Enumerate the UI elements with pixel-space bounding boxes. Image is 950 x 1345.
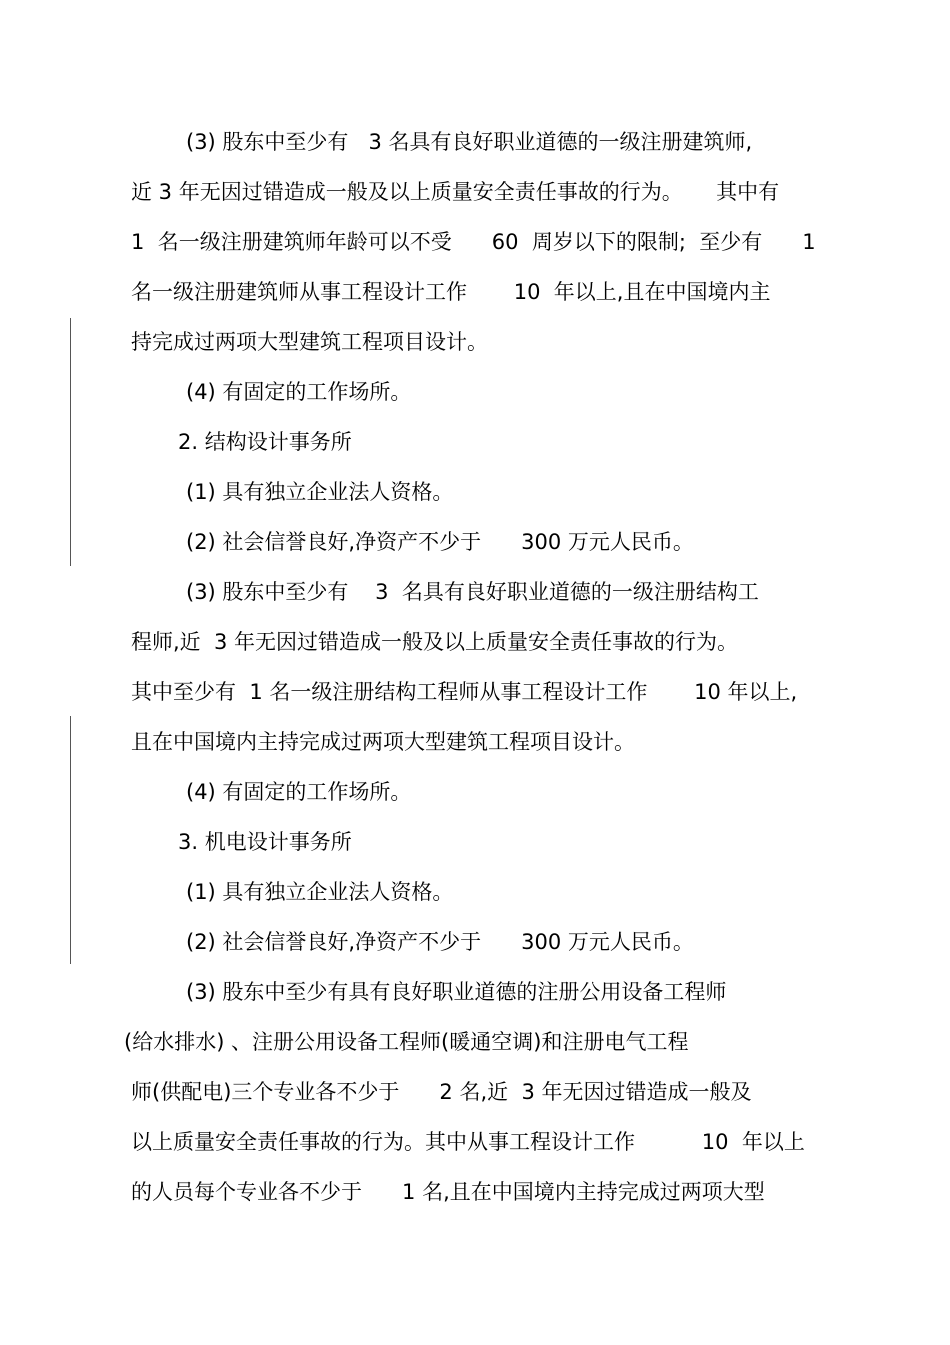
text-line: 且在中国境内主持完成过两项大型建筑工程项目设计。 [131, 730, 635, 754]
text-line: 师(供配电)三个专业各不少于 2 名,近 3 年无因过错造成一般及 [131, 1080, 752, 1104]
text-line: 程师,近 3 年无因过错造成一般及以上质量安全责任事故的行为。 [131, 630, 739, 654]
text-line: (3) 股东中至少有 3 名具有良好职业道德的一级注册结构工 [186, 580, 759, 604]
text-line: (2) 社会信誉良好,净资产不少于 300 万元人民币。 [186, 930, 694, 954]
text-line: 2. 结构设计事务所 [178, 430, 352, 454]
change-bar [70, 318, 71, 566]
text-line: 1 名一级注册建筑师年龄可以不受 60 周岁以下的限制; 至少有 1 [131, 230, 816, 254]
text-line: 以上质量安全责任事故的行为。其中从事工程设计工作 10 年以上 [131, 1130, 805, 1154]
text-line: 近 3 年无因过错造成一般及以上质量安全责任事故的行为。 其中有 [131, 180, 780, 204]
text-line: (1) 具有独立企业法人资格。 [186, 480, 454, 504]
text-line: (2) 社会信誉良好,净资产不少于 300 万元人民币。 [186, 530, 694, 554]
change-bar [70, 716, 71, 964]
text-line: (1) 具有独立企业法人资格。 [186, 880, 454, 904]
text-line: (3) 股东中至少有具有良好职业道德的注册公用设备工程师 [186, 980, 727, 1004]
text-line: 名一级注册建筑师从事工程设计工作 10 年以上,且在中国境内主 [131, 280, 771, 304]
text-line: (4) 有固定的工作场所。 [186, 380, 412, 404]
text-line: 3. 机电设计事务所 [178, 830, 352, 854]
text-line: (4) 有固定的工作场所。 [186, 780, 412, 804]
text-line: (3) 股东中至少有 3 名具有良好职业道德的一级注册建筑师, [186, 130, 753, 154]
text-line: 持完成过两项大型建筑工程项目设计。 [131, 330, 488, 354]
text-line: 其中至少有 1 名一级注册结构工程师从事工程设计工作 10 年以上, [131, 680, 798, 704]
text-line: (给水排水) 、注册公用设备工程师(暖通空调)和注册电气工程 [124, 1030, 689, 1054]
text-line: 的人员每个专业各不少于 1 名,且在中国境内主持完成过两项大型 [131, 1180, 765, 1204]
